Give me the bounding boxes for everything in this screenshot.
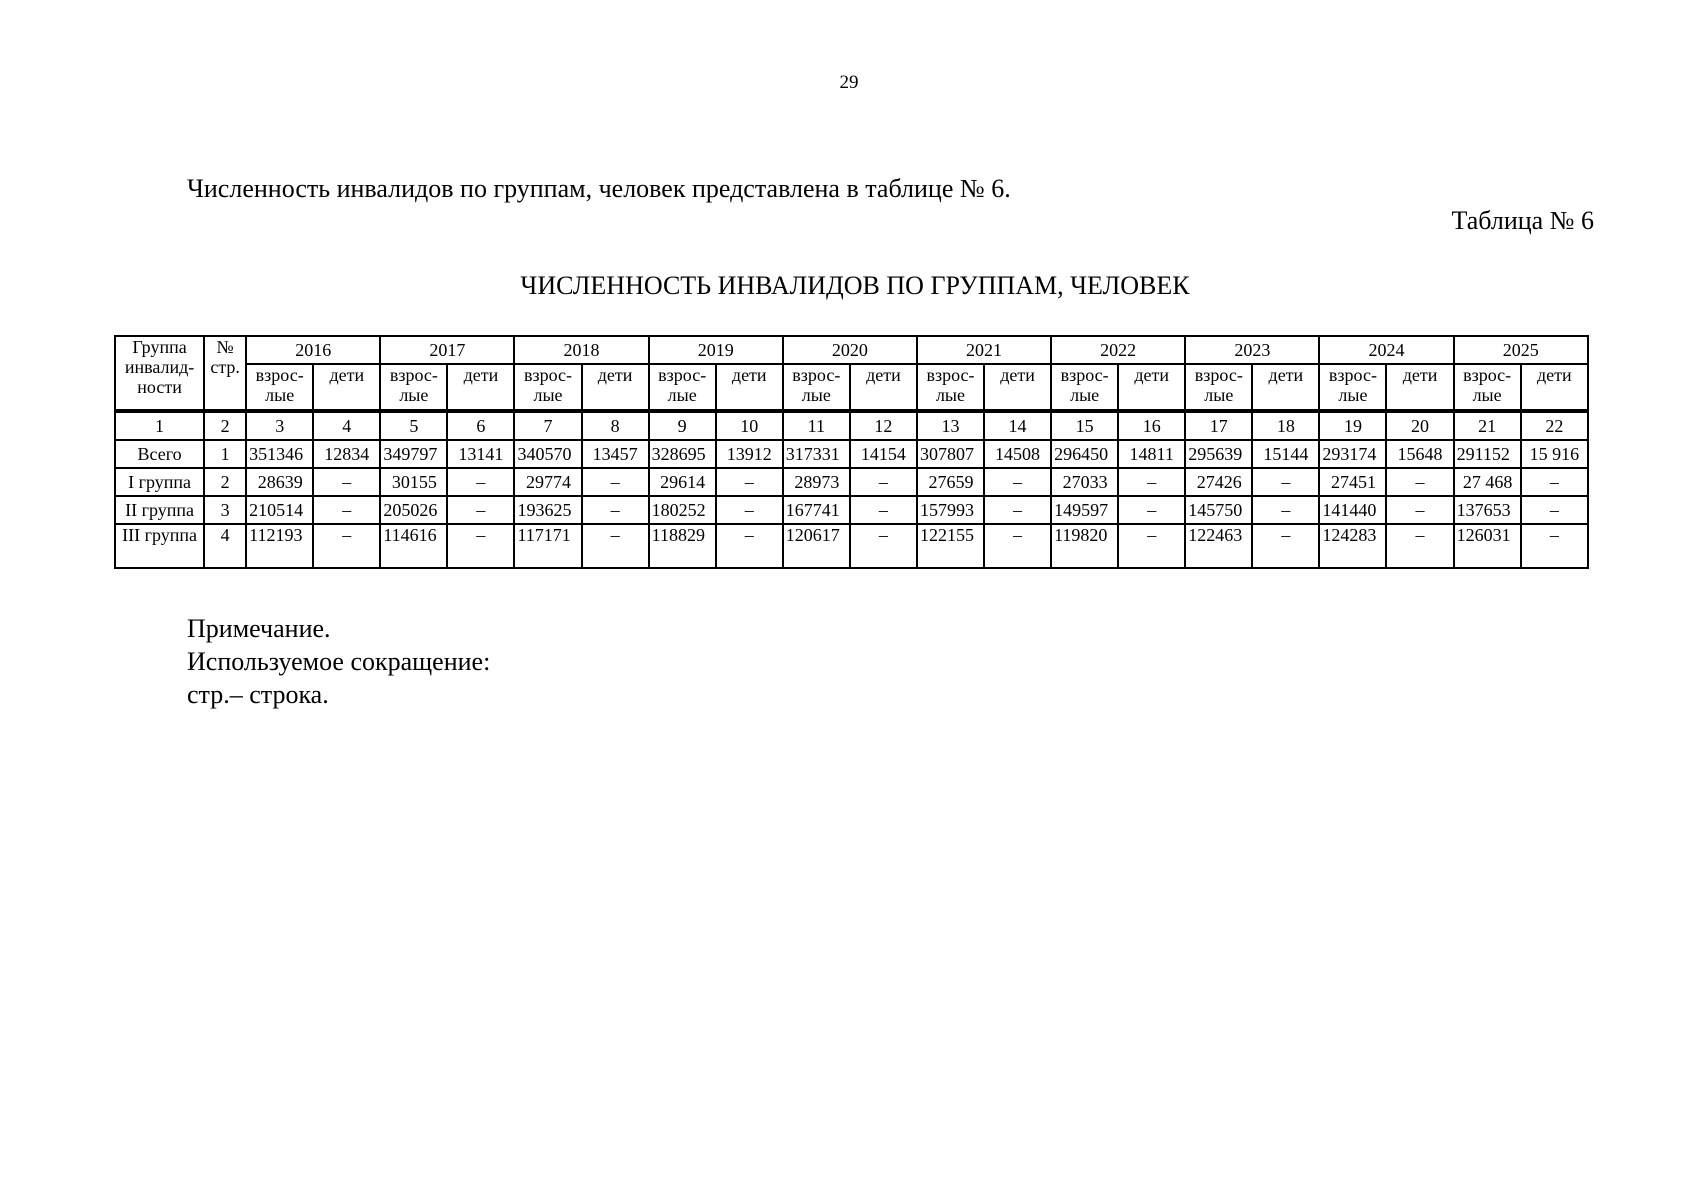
- cell-adults: 126031: [1454, 524, 1521, 568]
- header-children-2016: дети: [313, 364, 380, 411]
- cell-adults: 28639: [246, 468, 313, 496]
- cell-children: –: [1521, 468, 1588, 496]
- header-year-2024: 2024: [1319, 336, 1453, 364]
- cell-children: –: [1386, 468, 1453, 496]
- cell-adults: 157993: [917, 496, 984, 524]
- column-number: 12: [850, 411, 917, 440]
- row-number: 2: [204, 468, 246, 496]
- header-year-2025: 2025: [1454, 336, 1588, 364]
- header-adults-2023: взрос-лые: [1185, 364, 1252, 411]
- cell-children: 14154: [850, 440, 917, 468]
- column-number: 11: [783, 411, 850, 440]
- cell-adults: 30155: [380, 468, 447, 496]
- cell-children: –: [716, 524, 783, 568]
- cell-adults: 27033: [1051, 468, 1118, 496]
- cell-adults: 295639: [1185, 440, 1252, 468]
- header-children-2020: дети: [850, 364, 917, 411]
- cell-children: –: [313, 468, 380, 496]
- column-number: 14: [984, 411, 1051, 440]
- cell-children: –: [582, 524, 649, 568]
- cell-adults: 328695: [649, 440, 716, 468]
- header-row-years: [115, 336, 1588, 364]
- header-row-number: № стр.: [204, 336, 246, 411]
- note-line-2: стр.– строка.: [187, 680, 329, 709]
- cell-adults: 193625: [514, 496, 581, 524]
- cell-adults: 205026: [380, 496, 447, 524]
- cell-adults: 29774: [514, 468, 581, 496]
- cell-adults: 119820: [1051, 524, 1118, 568]
- cell-adults: 27426: [1185, 468, 1252, 496]
- column-number: 6: [447, 411, 514, 440]
- cell-adults: 112193: [246, 524, 313, 568]
- cell-children: –: [1521, 524, 1588, 568]
- cell-children: –: [850, 524, 917, 568]
- cell-adults: 137653: [1454, 496, 1521, 524]
- column-number: 10: [716, 411, 783, 440]
- cell-adults: 296450: [1051, 440, 1118, 468]
- cell-children: –: [582, 496, 649, 524]
- cell-adults: 29614: [649, 468, 716, 496]
- header-adults-2025: взрос-лые: [1454, 364, 1521, 411]
- column-number: 9: [649, 411, 716, 440]
- cell-children: –: [1252, 496, 1319, 524]
- column-number: 17: [1185, 411, 1252, 440]
- header-year-2021: 2021: [917, 336, 1051, 364]
- column-numbers-row: [115, 411, 1588, 440]
- header-row-subcolumns: [115, 364, 1588, 411]
- header-children-2024: дети: [1386, 364, 1453, 411]
- intro-text: Численность инвалидов по группам, человек представлена в таблице № 6.: [187, 174, 1011, 203]
- cell-children: 14811: [1118, 440, 1185, 468]
- column-number: 1: [115, 411, 204, 440]
- column-number: 15: [1051, 411, 1118, 440]
- header-children-2017: дети: [447, 364, 514, 411]
- header-adults-2019: взрос-лые: [649, 364, 716, 411]
- cell-adults: 122463: [1185, 524, 1252, 568]
- column-number: 19: [1319, 411, 1386, 440]
- cell-adults: 307807: [917, 440, 984, 468]
- cell-adults: 27451: [1319, 468, 1386, 496]
- column-number: 16: [1118, 411, 1185, 440]
- cell-children: 15648: [1386, 440, 1453, 468]
- header-children-2025: дети: [1521, 364, 1588, 411]
- table-label: Таблица № 6: [1451, 206, 1594, 235]
- header-adults-2021: взрос-лые: [917, 364, 984, 411]
- disability-groups-table: [114, 335, 1589, 569]
- column-number: 4: [313, 411, 380, 440]
- column-number: 20: [1386, 411, 1453, 440]
- cell-adults: 117171: [514, 524, 581, 568]
- header-adults-2022: взрос-лые: [1051, 364, 1118, 411]
- cell-children: –: [984, 496, 1051, 524]
- cell-children: –: [1118, 496, 1185, 524]
- table-row: [115, 496, 1588, 524]
- cell-children: 15 916: [1521, 440, 1588, 468]
- cell-adults: 114616: [380, 524, 447, 568]
- header-adults-2018: взрос-лые: [514, 364, 581, 411]
- column-number: 21: [1454, 411, 1521, 440]
- cell-adults: 293174: [1319, 440, 1386, 468]
- cell-children: –: [1521, 496, 1588, 524]
- cell-adults: 180252: [649, 496, 716, 524]
- column-number: 8: [582, 411, 649, 440]
- header-children-2022: дети: [1118, 364, 1185, 411]
- cell-adults: 27659: [917, 468, 984, 496]
- note-line-1: Используемое сокращение:: [187, 647, 491, 676]
- header-year-2023: 2023: [1185, 336, 1319, 364]
- cell-children: 13912: [716, 440, 783, 468]
- column-number: 3: [246, 411, 313, 440]
- cell-adults: 27 468: [1454, 468, 1521, 496]
- header-group: Группа инвалид-ности: [115, 336, 204, 411]
- cell-children: –: [1386, 524, 1453, 568]
- header-children-2021: дети: [984, 364, 1051, 411]
- column-number: 22: [1521, 411, 1588, 440]
- cell-children: –: [447, 496, 514, 524]
- row-number: 1: [204, 440, 246, 468]
- header-adults-2017: взрос-лые: [380, 364, 447, 411]
- cell-adults: 351346: [246, 440, 313, 468]
- cell-children: –: [1118, 468, 1185, 496]
- cell-adults: 141440: [1319, 496, 1386, 524]
- cell-adults: 317331: [783, 440, 850, 468]
- table-row: [115, 440, 1588, 468]
- table-row: [115, 468, 1588, 496]
- note: [187, 612, 490, 711]
- cell-adults: 291152: [1454, 440, 1521, 468]
- table-row: [115, 524, 1588, 568]
- cell-adults: 124283: [1319, 524, 1386, 568]
- row-group-label: II группа: [115, 496, 204, 524]
- cell-children: –: [1118, 524, 1185, 568]
- column-number: 18: [1252, 411, 1319, 440]
- cell-children: –: [850, 468, 917, 496]
- cell-children: –: [716, 496, 783, 524]
- cell-adults: 118829: [649, 524, 716, 568]
- cell-children: –: [582, 468, 649, 496]
- note-title: Примечание.: [187, 614, 331, 643]
- cell-children: –: [447, 468, 514, 496]
- cell-children: –: [313, 496, 380, 524]
- header-adults-2016: взрос-лые: [246, 364, 313, 411]
- header-year-2019: 2019: [649, 336, 783, 364]
- column-number: 5: [380, 411, 447, 440]
- cell-adults: 340570: [514, 440, 581, 468]
- header-year-2017: 2017: [380, 336, 514, 364]
- table-title: ЧИСЛЕННОСТЬ ИНВАЛИДОВ ПО ГРУППАМ, ЧЕЛОВЕК: [520, 271, 1190, 300]
- cell-children: –: [313, 524, 380, 568]
- row-number: 4: [204, 524, 246, 568]
- cell-children: 12834: [313, 440, 380, 468]
- cell-adults: 120617: [783, 524, 850, 568]
- cell-children: –: [447, 524, 514, 568]
- header-children-2019: дети: [716, 364, 783, 411]
- cell-children: 13457: [582, 440, 649, 468]
- cell-children: –: [1386, 496, 1453, 524]
- cell-adults: 167741: [783, 496, 850, 524]
- cell-children: –: [984, 524, 1051, 568]
- column-number: 7: [514, 411, 581, 440]
- header-children-2018: дети: [582, 364, 649, 411]
- row-group-label: I группа: [115, 468, 204, 496]
- row-number: 3: [204, 496, 246, 524]
- header-children-2023: дети: [1252, 364, 1319, 411]
- cell-children: 15144: [1252, 440, 1319, 468]
- row-group-label: Всего: [115, 440, 204, 468]
- cell-children: 13141: [447, 440, 514, 468]
- page-number: 29: [839, 72, 859, 93]
- cell-adults: 149597: [1051, 496, 1118, 524]
- cell-adults: 349797: [380, 440, 447, 468]
- cell-children: –: [1252, 468, 1319, 496]
- header-year-2016: 2016: [246, 336, 380, 364]
- cell-adults: 145750: [1185, 496, 1252, 524]
- header-adults-2024: взрос-лые: [1319, 364, 1386, 411]
- cell-children: 14508: [984, 440, 1051, 468]
- cell-children: –: [850, 496, 917, 524]
- column-number: 2: [204, 411, 246, 440]
- header-year-2020: 2020: [783, 336, 917, 364]
- header-adults-2020: взрос-лые: [783, 364, 850, 411]
- cell-adults: 28973: [783, 468, 850, 496]
- header-year-2022: 2022: [1051, 336, 1185, 364]
- column-number: 13: [917, 411, 984, 440]
- row-group-label: III группа: [115, 524, 204, 568]
- cell-children: –: [1252, 524, 1319, 568]
- cell-adults: 210514: [246, 496, 313, 524]
- header-year-2018: 2018: [514, 336, 648, 364]
- cell-children: –: [984, 468, 1051, 496]
- cell-children: –: [716, 468, 783, 496]
- cell-adults: 122155: [917, 524, 984, 568]
